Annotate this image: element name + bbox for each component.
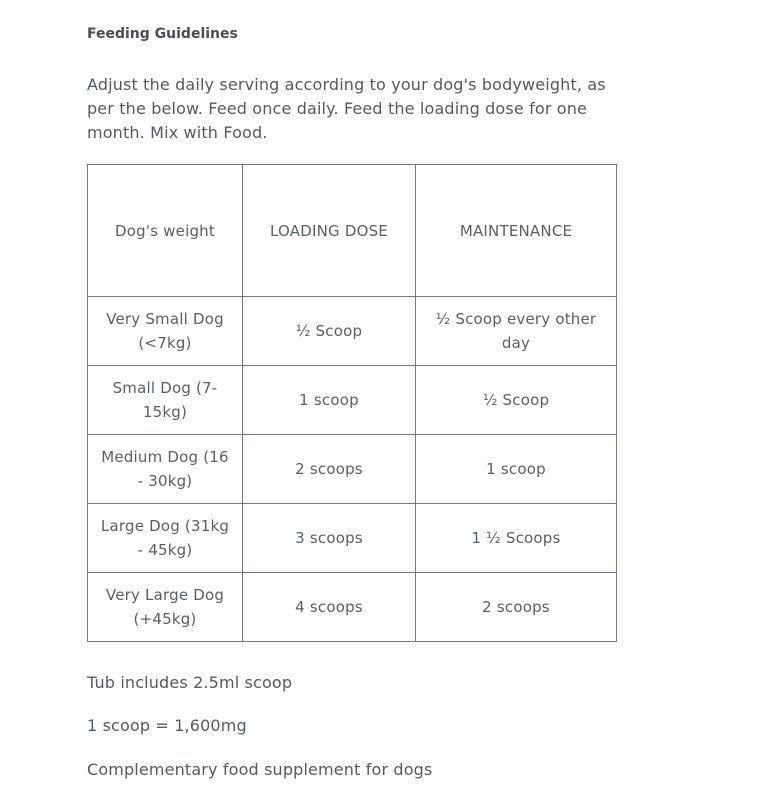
header-dogs-weight: Dog's weight: [88, 165, 243, 297]
supplement-note: Complementary food supplement for dogs: [87, 760, 433, 779]
loading-cell: 2 scoops: [243, 435, 416, 504]
table-row: [88, 504, 617, 573]
table-header-row: [88, 165, 617, 297]
loading-cell: 4 scoops: [243, 573, 416, 642]
loading-cell: ½ Scoop: [243, 297, 416, 366]
header-loading-dose: LOADING DOSE: [243, 165, 416, 297]
table-row: [88, 366, 617, 435]
maintenance-cell: ½ Scoop: [416, 366, 617, 435]
weight-cell: Small Dog (7-15kg): [88, 366, 243, 435]
maintenance-cell: ½ Scoop every other day: [416, 297, 617, 366]
maintenance-cell: 1 ½ Scoops: [416, 504, 617, 573]
header-maintenance: MAINTENANCE: [416, 165, 617, 297]
table-row: [88, 573, 617, 642]
loading-cell: 3 scoops: [243, 504, 416, 573]
weight-cell: Medium Dog (16 - 30kg): [88, 435, 243, 504]
maintenance-cell: 1 scoop: [416, 435, 617, 504]
table-row: [88, 435, 617, 504]
scoop-included-note: Tub includes 2.5ml scoop: [87, 673, 293, 692]
scoop-weight-note: 1 scoop = 1,600mg: [87, 716, 247, 735]
weight-cell: Very Large Dog (+45kg): [88, 573, 243, 642]
intro-paragraph: Adjust the daily serving according to your dog's bodyweight, as per the below. Feed once daily. Feed the loading dose for one month. Mix with Food.: [87, 75, 606, 142]
section-heading: Feeding Guidelines: [87, 26, 238, 42]
loading-cell: 1 scoop: [243, 366, 416, 435]
feeding-table: [87, 164, 617, 642]
weight-cell: Large Dog (31kg - 45kg): [88, 504, 243, 573]
weight-cell: Very Small Dog (<7kg): [88, 297, 243, 366]
table-row: [88, 297, 617, 366]
maintenance-cell: 2 scoops: [416, 573, 617, 642]
